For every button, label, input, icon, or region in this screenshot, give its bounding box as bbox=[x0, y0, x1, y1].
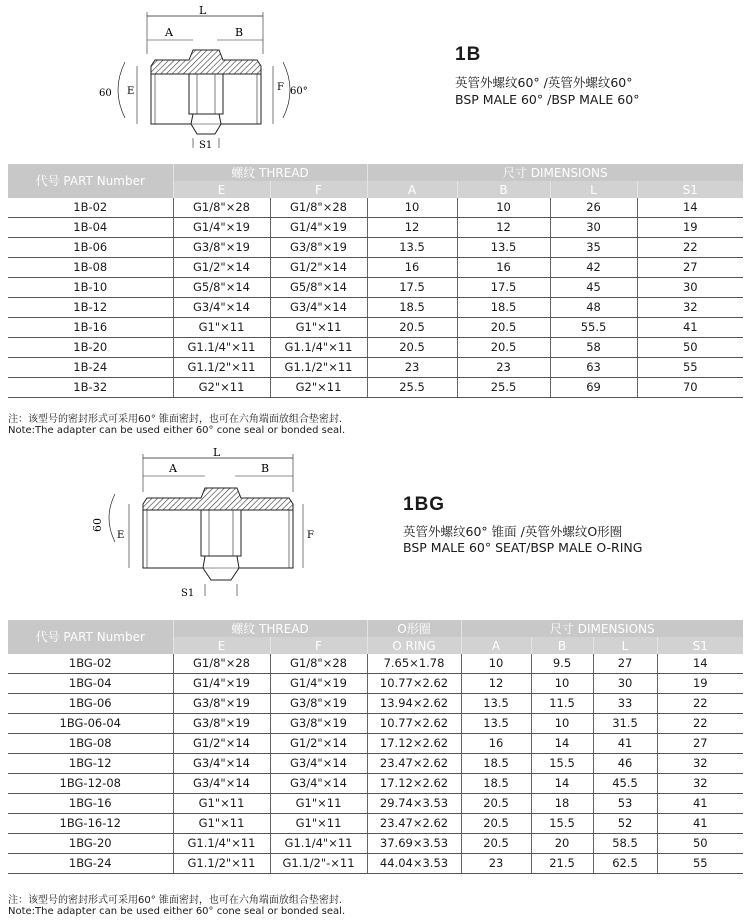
table-row bbox=[8, 378, 743, 398]
part-number-cell: 1B-24 bbox=[8, 358, 173, 378]
table-cell: 23 bbox=[461, 854, 531, 874]
table-row bbox=[8, 754, 743, 774]
table-cell: 20.5 bbox=[461, 834, 531, 854]
table-cell: 62.5 bbox=[593, 854, 657, 874]
dim-label-f-bg: F bbox=[307, 530, 314, 541]
table-body-1bg bbox=[8, 654, 743, 874]
subheader-e: E bbox=[173, 181, 270, 198]
table-cell: 10 bbox=[461, 654, 531, 674]
dim-label-s1-bg: S1 bbox=[181, 588, 195, 599]
table-cell: G1"×11 bbox=[270, 814, 367, 834]
table-cell: 20.5 bbox=[367, 318, 457, 338]
header-thread-bg: 螺纹 THREAD bbox=[173, 620, 367, 637]
table-cell: G1.1/2"×11 bbox=[270, 358, 367, 378]
table-row bbox=[8, 674, 743, 694]
table-cell: G5/8"×14 bbox=[270, 278, 367, 298]
table-cell: 27 bbox=[657, 734, 743, 754]
table-cell: 55 bbox=[637, 358, 743, 378]
table-body-1b bbox=[8, 198, 743, 398]
table-cell: 41 bbox=[657, 794, 743, 814]
header-part-number: 代号 PART Number bbox=[8, 164, 173, 198]
table-cell: 15.5 bbox=[531, 814, 593, 834]
table-cell: G1"×11 bbox=[270, 318, 367, 338]
table-cell: G1.1/4"×11 bbox=[173, 338, 270, 358]
table-cell: 17.12×2.62 bbox=[367, 774, 461, 794]
spec-table-1bg bbox=[8, 620, 743, 874]
table-cell: G1.1/2"×11 bbox=[173, 854, 270, 874]
dim-label-b: B bbox=[235, 26, 244, 39]
table-cell: G3/4"×14 bbox=[173, 298, 270, 318]
table-cell: 14 bbox=[531, 734, 593, 754]
table-cell: 41 bbox=[637, 318, 743, 338]
table-cell: 7.65×1.78 bbox=[367, 654, 461, 674]
part-number-cell: 1BG-12 bbox=[8, 754, 173, 774]
table-cell: 16 bbox=[457, 258, 550, 278]
part-number-cell: 1BG-20 bbox=[8, 834, 173, 854]
table-row bbox=[8, 714, 743, 734]
table-cell: 21.5 bbox=[531, 854, 593, 874]
table-cell: 41 bbox=[657, 814, 743, 834]
table-cell: 18 bbox=[531, 794, 593, 814]
subheader-b: B bbox=[457, 181, 550, 198]
table-cell: G1.1/4"×11 bbox=[270, 338, 367, 358]
table-cell: G1/4"×19 bbox=[173, 674, 270, 694]
product-desc-cn-1b: 英管外螺纹60° /英管外螺纹60° bbox=[455, 75, 633, 90]
table-cell: 18.5 bbox=[461, 754, 531, 774]
table-cell: 18.5 bbox=[367, 298, 457, 318]
table-cell: G1/4"×19 bbox=[270, 218, 367, 238]
table-cell: G1/2"×14 bbox=[270, 734, 367, 754]
dim-label-l: L bbox=[199, 4, 207, 17]
table-cell: G5/8"×14 bbox=[173, 278, 270, 298]
table-row bbox=[8, 834, 743, 854]
part-number-cell: 1B-16 bbox=[8, 318, 173, 338]
table-cell: 10 bbox=[531, 714, 593, 734]
table-cell: 23 bbox=[457, 358, 550, 378]
table-row bbox=[8, 774, 743, 794]
dim-label-a: A bbox=[165, 26, 173, 39]
table-cell: 20.5 bbox=[461, 794, 531, 814]
fitting-1b-drawing bbox=[85, 2, 325, 152]
table-row bbox=[8, 238, 743, 258]
table-cell: 45.5 bbox=[593, 774, 657, 794]
table-cell: 13.5 bbox=[457, 238, 550, 258]
product-desc-en-1bg: BSP MALE 60° SEAT/BSP MALE O-RING bbox=[403, 540, 643, 555]
table-cell: 30 bbox=[550, 218, 637, 238]
table-cell: 69 bbox=[550, 378, 637, 398]
table-cell: 30 bbox=[637, 278, 743, 298]
table-cell: 9.5 bbox=[531, 654, 593, 674]
part-number-cell: 1B-04 bbox=[8, 218, 173, 238]
table-cell: 17.5 bbox=[367, 278, 457, 298]
angle-label-bg: 60 bbox=[91, 518, 104, 532]
header-part-number-bg: 代号 PART Number bbox=[8, 620, 173, 654]
table-row bbox=[8, 338, 743, 358]
dim-label-a-bg: A bbox=[169, 462, 177, 475]
table-cell: G1/2"×14 bbox=[173, 734, 270, 754]
subheader-f-bg: F bbox=[270, 637, 367, 654]
part-number-cell: 1BG-08 bbox=[8, 734, 173, 754]
dim-label-e: E bbox=[127, 86, 135, 97]
table-cell: G3/4"×14 bbox=[270, 774, 367, 794]
product-title-1bg: 1BG bbox=[403, 494, 446, 515]
part-number-cell: 1BG-16 bbox=[8, 794, 173, 814]
table-cell: G1/8"×28 bbox=[270, 654, 367, 674]
table-cell: 13.5 bbox=[461, 694, 531, 714]
table-row bbox=[8, 278, 743, 298]
table-cell: 31.5 bbox=[593, 714, 657, 734]
table-cell: 12 bbox=[367, 218, 457, 238]
table-cell: 10.77×2.62 bbox=[367, 674, 461, 694]
table-cell: G3/4"×14 bbox=[270, 754, 367, 774]
table-cell: 16 bbox=[367, 258, 457, 278]
table-cell: G1.1/4"×11 bbox=[270, 834, 367, 854]
header-dimensions-bg: 尺寸 DIMENSIONS bbox=[461, 620, 743, 637]
table-cell: 70 bbox=[637, 378, 743, 398]
part-number-cell: 1BG-06-04 bbox=[8, 714, 173, 734]
header-oring-bg: O形圈 bbox=[367, 620, 461, 637]
subheader-e-bg: E bbox=[173, 637, 270, 654]
table-cell: 10 bbox=[531, 674, 593, 694]
table-cell: G1/8"×28 bbox=[270, 198, 367, 218]
table-cell: 23.47×2.62 bbox=[367, 754, 461, 774]
table-cell: 63 bbox=[550, 358, 637, 378]
part-number-cell: 1BG-02 bbox=[8, 654, 173, 674]
product-title-1b: 1B bbox=[455, 44, 482, 65]
part-number-cell: 1B-06 bbox=[8, 238, 173, 258]
table-cell: 16 bbox=[461, 734, 531, 754]
table-cell: G3/8"×19 bbox=[270, 238, 367, 258]
table-cell: 30 bbox=[593, 674, 657, 694]
subheader-f: F bbox=[270, 181, 367, 198]
table-cell: G1/2"×14 bbox=[173, 258, 270, 278]
subheader-l-bg: L bbox=[593, 637, 657, 654]
header-dimensions: 尺寸 DIMENSIONS bbox=[367, 164, 743, 181]
table-cell: G3/8"×19 bbox=[173, 238, 270, 258]
table-cell: 19 bbox=[657, 674, 743, 694]
table-cell: 20.5 bbox=[461, 814, 531, 834]
table-row bbox=[8, 694, 743, 714]
subheader-s1-bg: S1 bbox=[657, 637, 743, 654]
table-cell: 14 bbox=[657, 654, 743, 674]
table-cell: 32 bbox=[637, 298, 743, 318]
table-row bbox=[8, 358, 743, 378]
table-cell: 35 bbox=[550, 238, 637, 258]
table-cell: 10 bbox=[367, 198, 457, 218]
table-cell: 37.69×3.53 bbox=[367, 834, 461, 854]
table-cell: 19 bbox=[637, 218, 743, 238]
dim-label-s1: S1 bbox=[199, 140, 213, 151]
header-thread: 螺纹 THREAD bbox=[173, 164, 367, 181]
dim-label-b-bg: B bbox=[261, 462, 270, 475]
table-cell: G3/4"×14 bbox=[173, 774, 270, 794]
table-cell: 25.5 bbox=[367, 378, 457, 398]
table-cell: 20.5 bbox=[367, 338, 457, 358]
table-cell: G1/2"×14 bbox=[270, 258, 367, 278]
part-number-cell: 1BG-06 bbox=[8, 694, 173, 714]
note-en-1bg: Note:The adapter can be used either 60° cone seal or bonded seal. bbox=[8, 906, 346, 917]
table-row bbox=[8, 654, 743, 674]
spec-table-1b bbox=[8, 164, 743, 398]
product-desc-en-1b: BSP MALE 60° /BSP MALE 60° bbox=[455, 92, 640, 107]
part-number-cell: 1BG-16-12 bbox=[8, 814, 173, 834]
table-cell: G1"×11 bbox=[173, 318, 270, 338]
table-cell: 22 bbox=[657, 714, 743, 734]
table-cell: 23 bbox=[367, 358, 457, 378]
table-cell: G1"×11 bbox=[270, 794, 367, 814]
table-cell: 10 bbox=[457, 198, 550, 218]
table-cell: 50 bbox=[637, 338, 743, 358]
table-cell: 55 bbox=[657, 854, 743, 874]
table-cell: 20.5 bbox=[457, 338, 550, 358]
table-row bbox=[8, 794, 743, 814]
table-cell: G2"×11 bbox=[270, 378, 367, 398]
table-cell: G1/8"×28 bbox=[173, 198, 270, 218]
table-cell: 50 bbox=[657, 834, 743, 854]
table-cell: G1.1/2"×11 bbox=[173, 358, 270, 378]
table-cell: 13.5 bbox=[461, 714, 531, 734]
product-desc-cn-1bg: 英管外螺纹60° 锥面 /英管外螺纹O形圈 bbox=[403, 524, 623, 539]
table-cell: 32 bbox=[657, 774, 743, 794]
table-cell: 45 bbox=[550, 278, 637, 298]
table-cell: 41 bbox=[593, 734, 657, 754]
subheader-a: A bbox=[367, 181, 457, 198]
table-cell: G2"×11 bbox=[173, 378, 270, 398]
subheader-a-bg: A bbox=[461, 637, 531, 654]
subheader-b-bg: B bbox=[531, 637, 593, 654]
table-cell: 18.5 bbox=[461, 774, 531, 794]
table-row bbox=[8, 198, 743, 218]
table-cell: G3/8"×19 bbox=[173, 694, 270, 714]
table-cell: 12 bbox=[461, 674, 531, 694]
angle-label-right: 60° bbox=[290, 86, 308, 97]
table-cell: 27 bbox=[637, 258, 743, 278]
table-cell: 29.74×3.53 bbox=[367, 794, 461, 814]
table-cell: 55.5 bbox=[550, 318, 637, 338]
table-cell: 14 bbox=[637, 198, 743, 218]
table-cell: 18.5 bbox=[457, 298, 550, 318]
table-cell: 15.5 bbox=[531, 754, 593, 774]
table-cell: G1/4"×19 bbox=[270, 674, 367, 694]
table-cell: 58 bbox=[550, 338, 637, 358]
note-cn-1bg: 注：该型号的密封形式可采用60° 锥面密封，也可在六角端面放组合垫密封. bbox=[8, 895, 343, 906]
table-cell: 10.77×2.62 bbox=[367, 714, 461, 734]
table-cell: 11.5 bbox=[531, 694, 593, 714]
angle-label-left: 60 bbox=[99, 88, 112, 99]
table-cell: 13.5 bbox=[367, 238, 457, 258]
table-cell: 23.47×2.62 bbox=[367, 814, 461, 834]
table-row bbox=[8, 814, 743, 834]
table-cell: 12 bbox=[457, 218, 550, 238]
table-cell: G3/8"×19 bbox=[270, 694, 367, 714]
table-cell: G3/8"×19 bbox=[270, 714, 367, 734]
subheader-l: L bbox=[550, 181, 637, 198]
note-cn-1b: 注：该型号的密封形式可采用60° 锥面密封，也可在六角端面放组合垫密封. bbox=[8, 414, 343, 425]
table-cell: 17.12×2.62 bbox=[367, 734, 461, 754]
part-number-cell: 1B-10 bbox=[8, 278, 173, 298]
dim-label-l-bg: L bbox=[213, 446, 221, 459]
table-row bbox=[8, 318, 743, 338]
table-cell: G1.1/2"-×11 bbox=[270, 854, 367, 874]
table-cell: G3/4"×14 bbox=[173, 754, 270, 774]
part-number-cell: 1B-08 bbox=[8, 258, 173, 278]
part-number-cell: 1BG-12-08 bbox=[8, 774, 173, 794]
table-row bbox=[8, 258, 743, 278]
table-cell: 22 bbox=[657, 694, 743, 714]
table-cell: G3/4"×14 bbox=[270, 298, 367, 318]
table-cell: 17.5 bbox=[457, 278, 550, 298]
table-cell: G1"×11 bbox=[173, 814, 270, 834]
table-cell: 52 bbox=[593, 814, 657, 834]
table-cell: G1.1/4"×11 bbox=[173, 834, 270, 854]
part-number-cell: 1BG-04 bbox=[8, 674, 173, 694]
fitting-1bg-drawing bbox=[85, 446, 345, 606]
table-cell: 42 bbox=[550, 258, 637, 278]
table-row bbox=[8, 734, 743, 754]
table-row bbox=[8, 218, 743, 238]
table-cell: 33 bbox=[593, 694, 657, 714]
table-cell: 25.5 bbox=[457, 378, 550, 398]
table-cell: 13.94×2.62 bbox=[367, 694, 461, 714]
table-cell: 58.5 bbox=[593, 834, 657, 854]
table-cell: G1/4"×19 bbox=[173, 218, 270, 238]
table-cell: 14 bbox=[531, 774, 593, 794]
subheader-oring-bg: O RING bbox=[367, 637, 461, 654]
part-number-cell: 1B-20 bbox=[8, 338, 173, 358]
note-en-1b: Note:The adapter can be used either 60° cone seal or bonded seal. bbox=[8, 425, 346, 436]
table-cell: 22 bbox=[637, 238, 743, 258]
table-cell: G1"×11 bbox=[173, 794, 270, 814]
table-cell: 20 bbox=[531, 834, 593, 854]
table-cell: 32 bbox=[657, 754, 743, 774]
table-cell: 53 bbox=[593, 794, 657, 814]
table-cell: 46 bbox=[593, 754, 657, 774]
table-cell: 20.5 bbox=[457, 318, 550, 338]
table-cell: 44.04×3.53 bbox=[367, 854, 461, 874]
dim-label-f: F bbox=[277, 82, 284, 93]
table-cell: G3/8"×19 bbox=[173, 714, 270, 734]
table-cell: G1/8"×28 bbox=[173, 654, 270, 674]
dim-label-e-bg: E bbox=[117, 530, 125, 541]
part-number-cell: 1B-12 bbox=[8, 298, 173, 318]
table-cell: 26 bbox=[550, 198, 637, 218]
part-number-cell: 1BG-24 bbox=[8, 854, 173, 874]
table-row bbox=[8, 854, 743, 874]
table-cell: 27 bbox=[593, 654, 657, 674]
table-row bbox=[8, 298, 743, 318]
part-number-cell: 1B-02 bbox=[8, 198, 173, 218]
table-cell: 48 bbox=[550, 298, 637, 318]
part-number-cell: 1B-32 bbox=[8, 378, 173, 398]
subheader-s1: S1 bbox=[637, 181, 743, 198]
